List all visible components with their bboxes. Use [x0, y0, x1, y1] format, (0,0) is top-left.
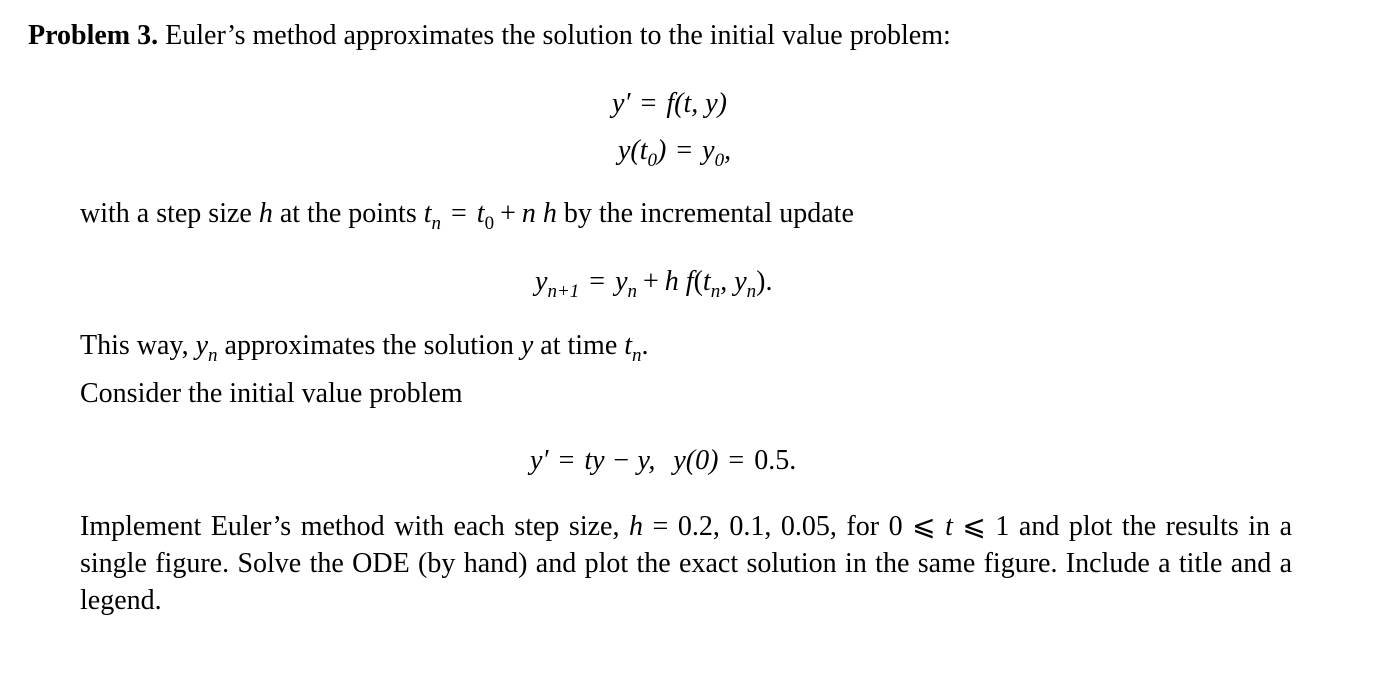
approx-sentence [80, 330, 649, 366]
update-sub-np1: n+1 [547, 281, 580, 302]
ivp-line-2 [618, 135, 732, 171]
ivp-line1-rhs: f(t, y) [666, 88, 727, 119]
update-sub-n2: n [710, 281, 721, 302]
step-text-after: by the incremental update [556, 198, 854, 229]
approx-y: y [520, 330, 534, 361]
open-paren: ( [693, 266, 703, 297]
equals-sign: = [640, 88, 657, 119]
ode-ic-lhs: y(0) [673, 445, 719, 476]
update-sub-n3: n [746, 281, 757, 302]
approx-tn-n: n [632, 345, 642, 366]
task-h: h [628, 511, 643, 542]
plus-sign: + [643, 266, 659, 297]
update-y: y [535, 266, 548, 297]
tn-n: n [431, 213, 441, 234]
update-y3: y [734, 266, 747, 297]
step-text-mid: at the points [272, 198, 424, 229]
ode-display [530, 447, 796, 475]
task-paragraph [80, 508, 1292, 619]
ivp-line1-lhs: y′ [612, 88, 631, 119]
task-range: ⩽ 1 and plot the results in a single figure. Solve the ODE (by hand) and plot the exact solution in the same figure. Include a title and a legend. [80, 511, 1292, 616]
approx-end: . [641, 330, 649, 361]
step-size-sentence [80, 198, 854, 234]
ode-rhs: ty − y, [584, 445, 656, 476]
update-y2: y [615, 266, 628, 297]
approx-tn-t: t [624, 330, 633, 361]
nh: n h [521, 198, 557, 229]
step-text-before: with a step size [80, 198, 259, 229]
update-formula [535, 266, 773, 302]
task-text1: Implement Euler’s method with each step size, [80, 511, 629, 542]
task-t: t [945, 511, 953, 542]
ode-lhs: y′ [530, 445, 549, 476]
t0-zero: 0 [484, 213, 495, 234]
problem-header [28, 22, 951, 50]
comma: , [720, 266, 735, 297]
ode-ic-rhs: 0.5. [754, 445, 797, 476]
problem-label: Problem 3. [28, 20, 159, 51]
task-eq: = [642, 511, 678, 542]
equals-sign: = [728, 445, 745, 476]
close-paren: ). [756, 266, 773, 297]
step-h: h [258, 198, 273, 229]
problem-intro: Euler’s method approximates the solution to the initial value problem: [165, 20, 951, 51]
update-t: t [702, 266, 711, 297]
equals-sign: = [558, 445, 575, 476]
consider-sentence: Consider the initial value problem [80, 378, 463, 409]
approx-yn-y: y [195, 330, 209, 361]
equals-sign: = [589, 266, 606, 297]
ivp-line2-lhs: $y(t_0)$ [618, 135, 667, 171]
update-hf: h f [664, 266, 694, 297]
t0-t: t [476, 198, 485, 229]
tn-t: t [423, 198, 432, 229]
approx-yn-n: n [208, 345, 218, 366]
approx-before: This way, [80, 330, 196, 361]
ivp-line2-rhs: $y_0$, [702, 135, 732, 171]
task-values: 0.2, 0.1, 0.05, for 0 ⩽ [677, 511, 946, 542]
approx-after: at time [533, 330, 625, 361]
ivp-line-1 [612, 90, 727, 118]
update-sub-n: n [627, 281, 637, 302]
plus-sign: + [500, 198, 516, 229]
approx-mid: approximates the solution [217, 330, 521, 361]
equals-sign: = [676, 135, 693, 166]
equals-sign: = [451, 198, 467, 229]
